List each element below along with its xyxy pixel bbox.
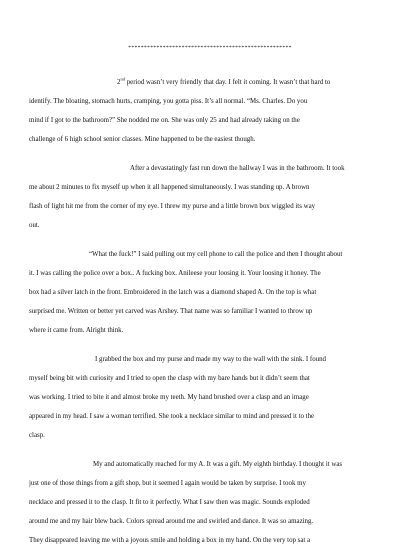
paragraph-line: just one of those things from a gift shop, but it seemed I again would be taken by surprise. I took my	[29, 480, 306, 487]
ordinal-suffix: nd	[120, 76, 125, 82]
paragraph-3	[29, 245, 391, 340]
paragraph-line	[29, 73, 391, 92]
paragraph-line: mind if I got to the bathroom?” She nodded me on. She was only 25 and had already taking on the	[29, 117, 300, 124]
paragraph-line: My and automatically reached for my A. It was a gift. My eighth birthday. I thought it was	[93, 461, 343, 468]
paragraph-4	[29, 350, 391, 445]
paragraph-line: surprised me. Written or better yet carved was Arshey. That name was so familiar I wanted to throw up	[29, 308, 313, 315]
paragraph-line: was working. I tried to bite it and almost broke my teeth. My hand brushed over a clasp and an image	[29, 394, 309, 401]
paragraph-2	[29, 159, 391, 235]
paragraph-line: identify. The bloating, stomach hurts, cramping, you gotta piss. It’s all normal. “Ms. Charles. Do you	[29, 98, 308, 105]
paragraph-5	[29, 455, 391, 550]
paragraph-line: box had a silver latch in the front. Embroidered in the latch was a diamond shaped A. On the top is what	[29, 289, 317, 296]
paragraph-line: “What the fuck!” I said pulling out my cell phone to call the police and then I thought about	[89, 251, 343, 258]
paragraph-line: it. I was calling the police over a box.. A fucking box. Anileese your loosing it. Your loosing it honey. The	[29, 270, 321, 277]
paragraph-line: appeared in my head. I saw a woman terrified. She took a necklace similar to mind and pressed it to the	[29, 413, 315, 420]
section-separator: ****************************************************	[128, 45, 292, 51]
paragraph-1	[29, 73, 391, 149]
paragraph-line: I grabbed the box and my purse and made my way to the wall with the sink. I found	[95, 356, 326, 363]
line-text: period wasn’t very friendly that day. I felt it coming. It wasn’t that hard to	[126, 79, 331, 86]
paragraph-line: where it came from. Alright think.	[29, 327, 124, 334]
paragraph-line: clasp.	[29, 432, 45, 439]
paragraph-line: me about 2 minutes to fix myself up when it all happened simultaneously. I was standing up. A brown	[29, 184, 310, 191]
paragraph-line: around me and my hair blew back. Colors spread around me and swirled and dance. It was so amazing.	[29, 518, 314, 525]
paragraph-line: challenge of 6 high school senior classes. Mine happened to be the easiest though.	[29, 136, 256, 143]
paragraph-line: necklace and pressed it to the clasp. It fit to it perfectly. What I saw then was magic. Sounds exploded	[29, 499, 310, 506]
paragraph-line: flash of light hit me from the corner of my eye. I threw my purse and a little brown box wiggled its way	[29, 203, 316, 210]
paragraph-line: myself being bit with curiosity and I tried to open the clasp with my bare hands but it didn’t seem that	[29, 375, 310, 382]
paragraph-line: After a devastatingly fast run down the hallway I was in the bathroom. It took	[130, 165, 345, 172]
paragraph-line: They disappeared leaving me with a joyous smile and holding a box in my hand. On the very top sat a	[29, 537, 311, 544]
ordinal-number: 2	[117, 79, 121, 86]
paragraph-line: out.	[29, 222, 40, 229]
